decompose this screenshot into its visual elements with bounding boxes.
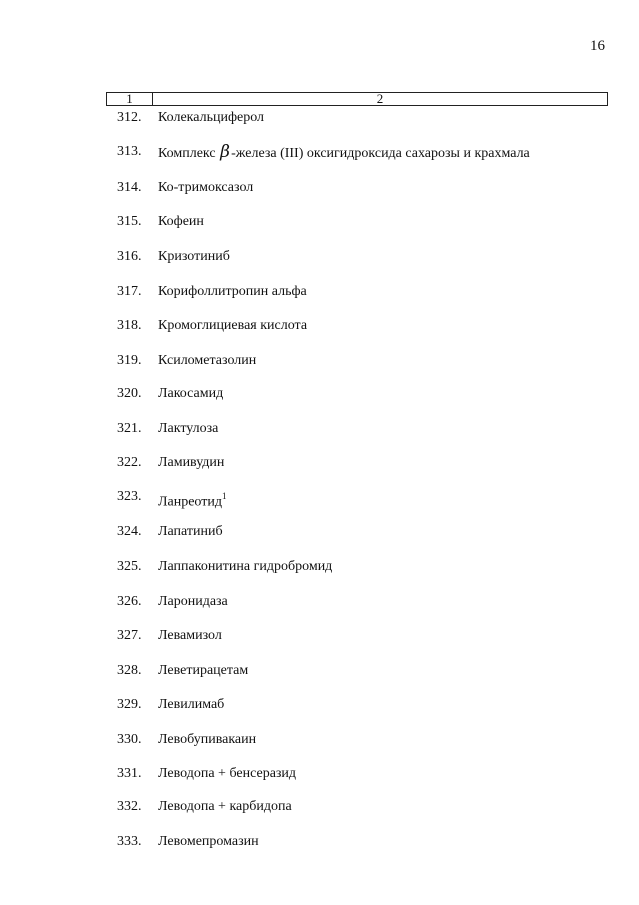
page-number: 16 xyxy=(590,38,605,54)
list-item xyxy=(0,695,639,715)
item-name: Кофеин xyxy=(158,214,204,229)
list-item xyxy=(0,453,639,473)
list-item xyxy=(0,832,639,852)
item-number: 332. xyxy=(117,799,142,814)
item-name: Кризотиниб xyxy=(158,249,230,264)
item-name: Ксилометазолин xyxy=(158,353,257,368)
list-item xyxy=(0,178,639,198)
item-name-suffix: -железа (III) оксигидроксида сахарозы и крахмала xyxy=(231,146,530,161)
item-number: 328. xyxy=(117,663,142,678)
item-number: 321. xyxy=(117,421,142,436)
list-item xyxy=(0,797,639,817)
item-number: 319. xyxy=(117,353,142,368)
beta-symbol: β xyxy=(220,142,230,162)
item-name: Ламивудин xyxy=(158,455,225,470)
item-name: Лакосамид xyxy=(158,386,224,401)
list-item xyxy=(0,282,639,302)
list-item xyxy=(0,487,639,510)
item-name: Лапатиниб xyxy=(158,524,223,539)
item-name-prefix: Комплекс xyxy=(158,146,220,161)
list-item xyxy=(0,661,639,681)
item-name-text: Ланреотид xyxy=(158,494,222,510)
item-name: Левилимаб xyxy=(158,697,225,712)
item-number: 325. xyxy=(117,559,142,574)
item-name: Леводопа + карбидопа xyxy=(158,799,292,814)
item-number: 314. xyxy=(117,180,142,195)
item-number: 317. xyxy=(117,284,142,299)
item-number: 318. xyxy=(117,318,142,333)
list-item xyxy=(0,626,639,646)
list-item xyxy=(0,142,639,162)
item-name: Корифоллитропин альфа xyxy=(158,284,307,299)
item-number: 331. xyxy=(117,766,142,781)
item-number: 315. xyxy=(117,214,142,229)
item-name: Ко-тримоксазол xyxy=(158,180,254,195)
list-item xyxy=(0,522,639,542)
item-number: 312. xyxy=(117,110,142,125)
item-name: Лаппаконитина гидробромид xyxy=(158,559,333,574)
item-number: 326. xyxy=(117,594,142,609)
list-item xyxy=(0,419,639,439)
item-name: Ларонидаза xyxy=(158,594,228,609)
item-name: Леветирацетам xyxy=(158,663,249,678)
item-name xyxy=(158,487,226,513)
list-item xyxy=(0,212,639,232)
list-item xyxy=(0,247,639,267)
item-number: 327. xyxy=(117,628,142,643)
item-number: 324. xyxy=(117,524,142,539)
item-name: Кромоглициевая кислота xyxy=(158,318,308,333)
table-header-col2: 2 xyxy=(376,91,384,106)
item-name: Левомепромазин xyxy=(158,834,259,849)
item-name: Леводопа + бенсеразид xyxy=(158,766,297,781)
list-item xyxy=(0,764,639,784)
list-item xyxy=(0,592,639,612)
item-number: 322. xyxy=(117,455,142,470)
list-item xyxy=(0,316,639,336)
list-item xyxy=(0,108,639,128)
item-number: 320. xyxy=(117,386,142,401)
item-name: Лактулоза xyxy=(158,421,219,436)
item-name: Левобупивакаин xyxy=(158,732,257,747)
item-number: 330. xyxy=(117,732,142,747)
item-number: 333. xyxy=(117,834,142,849)
item-number: 316. xyxy=(117,249,142,264)
table-header xyxy=(106,92,608,106)
item-number: 329. xyxy=(117,697,142,712)
item-number: 313. xyxy=(117,144,142,159)
item-name: Левамизол xyxy=(158,628,222,643)
list-item xyxy=(0,557,639,577)
list-item xyxy=(0,384,639,404)
list-item xyxy=(0,730,639,750)
footnote-marker: 1 xyxy=(221,491,227,501)
table-header-col1: 1 xyxy=(107,93,153,105)
item-number: 323. xyxy=(117,489,142,504)
item-name xyxy=(158,142,530,164)
list-item xyxy=(0,351,639,371)
item-name: Колекальциферол xyxy=(158,110,265,125)
